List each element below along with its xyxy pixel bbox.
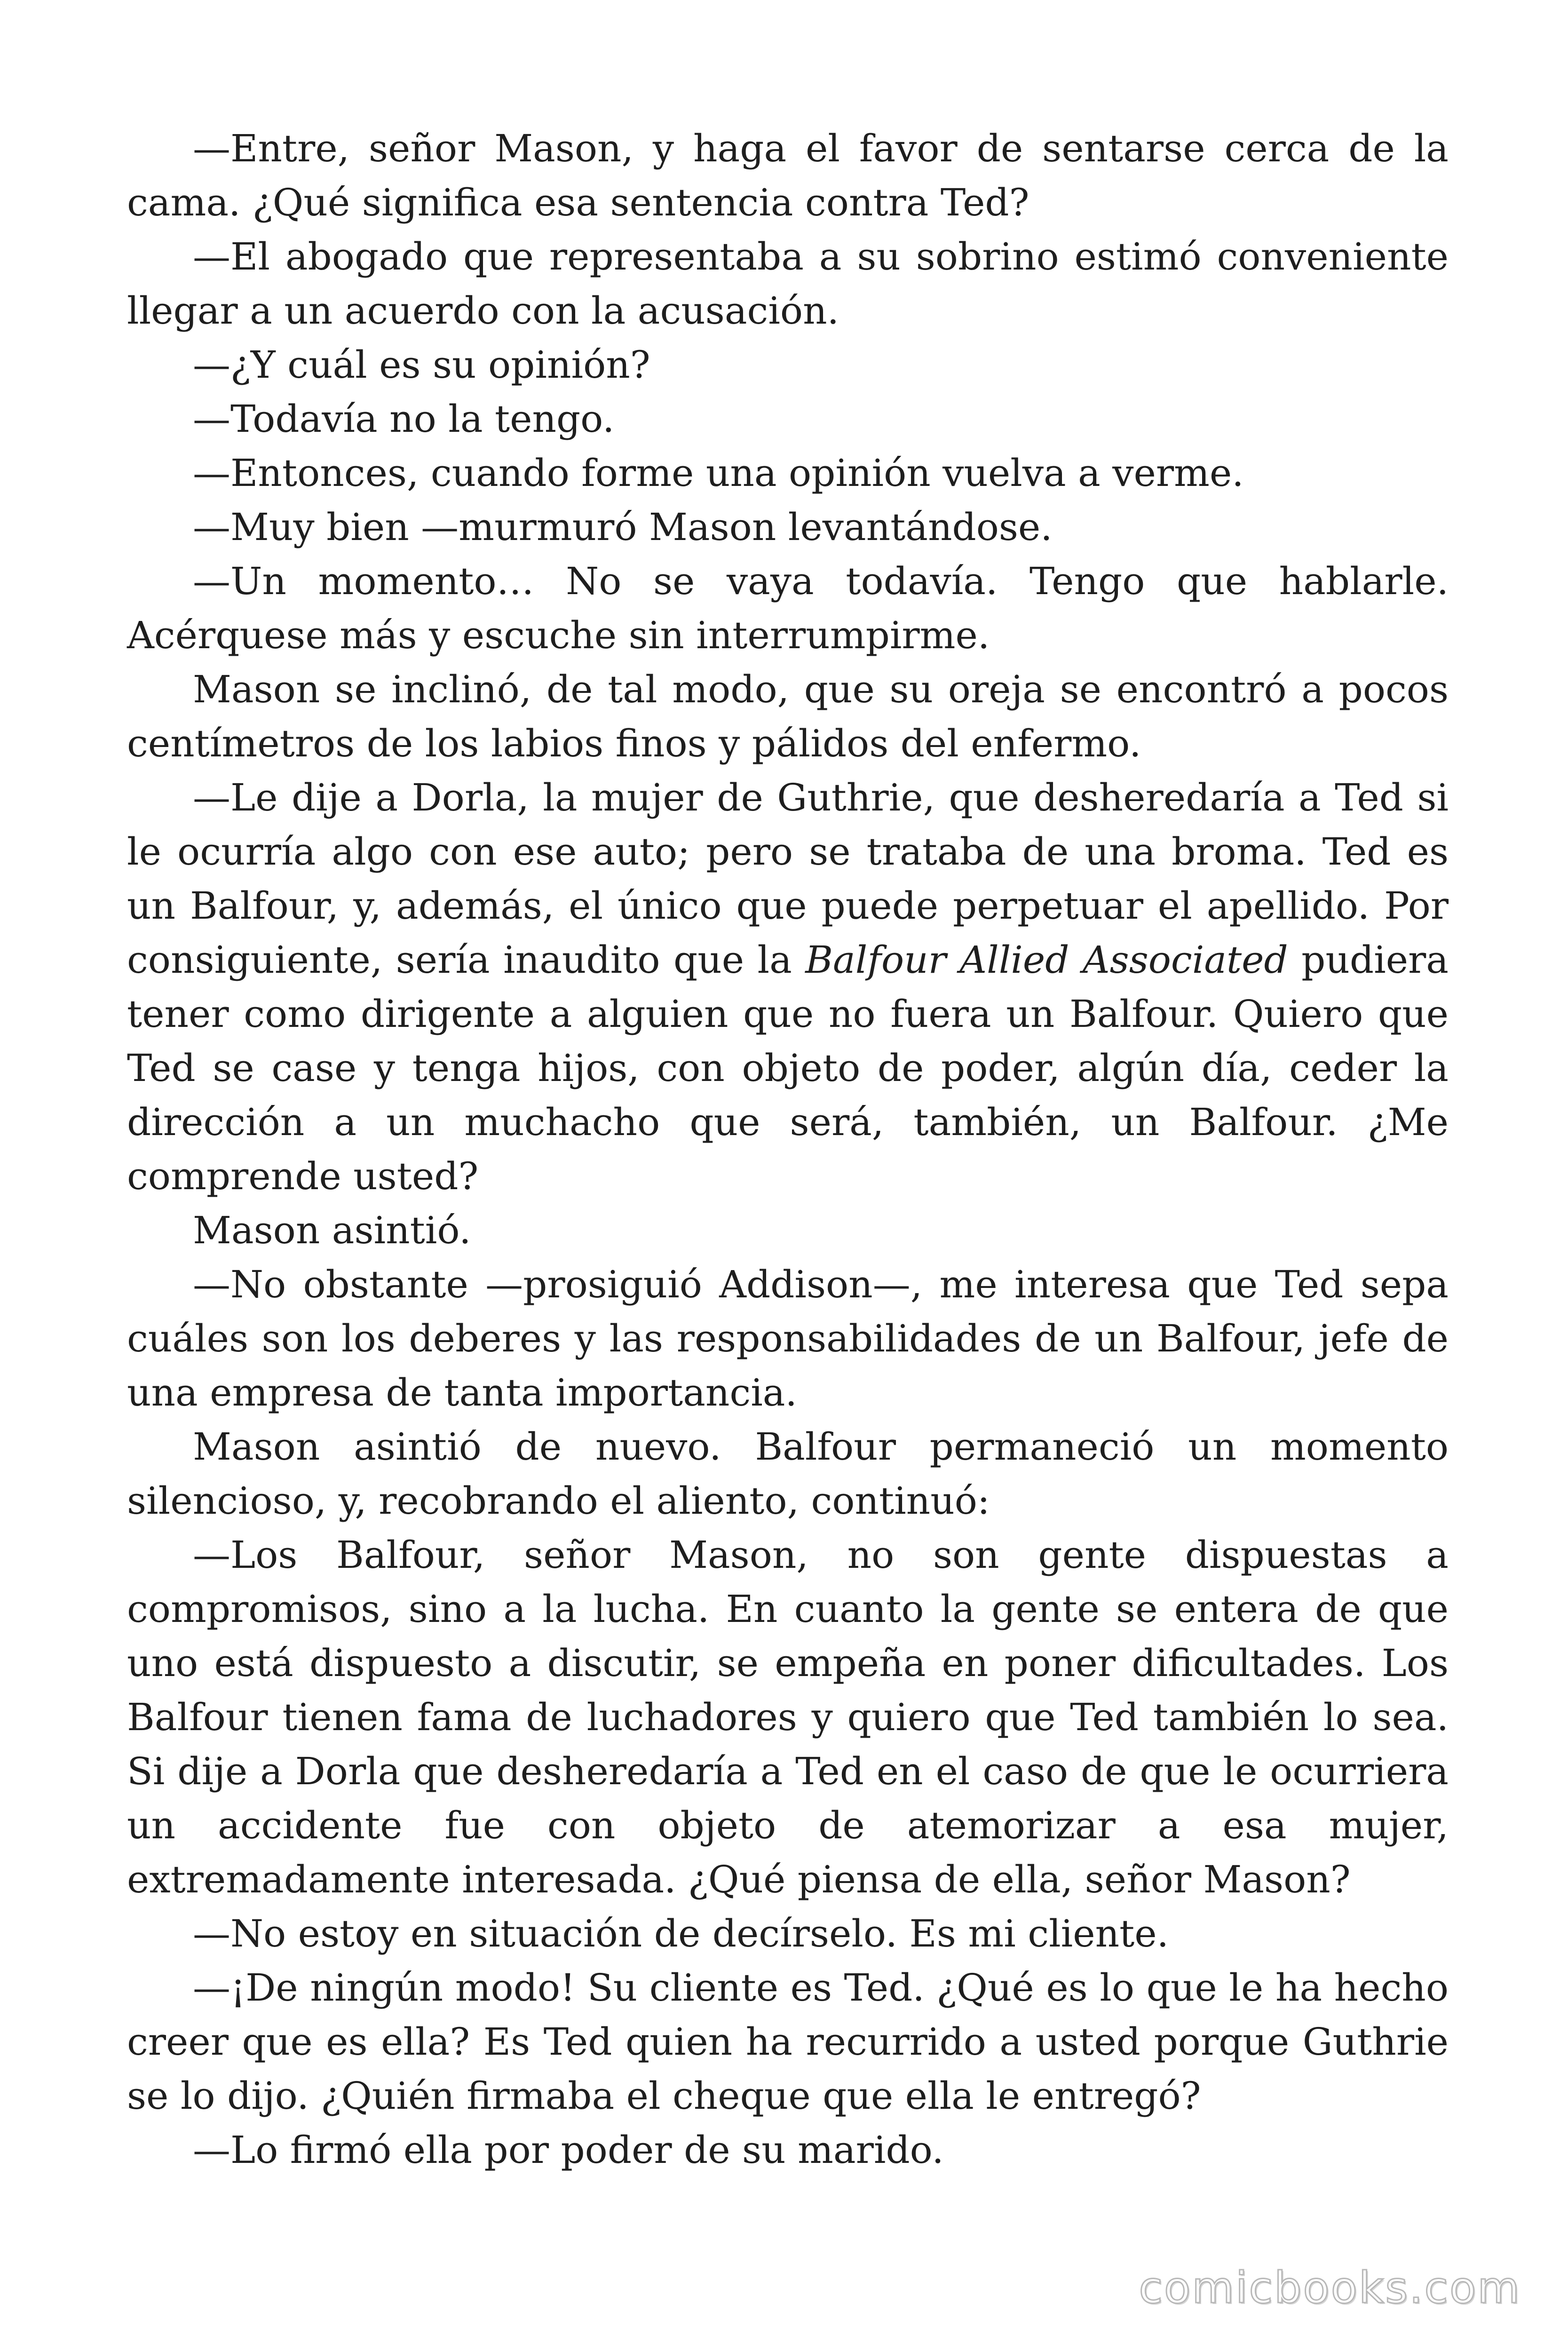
- paragraph: —¿Y cuál es su opinión?: [193, 343, 650, 387]
- paragraph-with-company-name: [127, 771, 1449, 1203]
- paragraph: —Entre, señor Mason, y haga el favor de sentarse cerca de la cama. ¿Qué significa esa sentencia contra Ted?: [127, 127, 1449, 224]
- paragraph-text-after: pudiera tener como dirigente a alguien que no fuera un Balfour. Quiero que Ted se case y tenga hijos, con objeto de poder, algún día, ceder la dirección a un muchacho que será, también, un Balfour. ¿Me comprende usted?: [127, 938, 1449, 1198]
- paragraph: —Muy bien —murmuró Mason levantándose.: [193, 505, 1053, 549]
- paragraph: —El abogado que representaba a su sobrino estimó conveniente llegar a un acuerdo con la acusación.: [127, 235, 1449, 333]
- paragraph: —No obstante —prosiguió Addison—, me interesa que Ted sepa cuáles son los deberes y las responsabilidades de un Balfour, jefe de una empresa de tanta importancia.: [127, 1263, 1449, 1414]
- paragraph: Mason asintió.: [193, 1208, 471, 1252]
- watermark: comicbooks.com: [1139, 2263, 1521, 2313]
- paragraph-text-before: —Le dije a Dorla, la mujer de Guthrie, que desheredaría a Ted si le ocurría algo con ese auto; pero se trataba de una broma. Ted es un Balfour, y, además, el único que puede perpetuar el apellido. Por consiguiente, sería inaudito que la: [127, 776, 1449, 982]
- paragraph: Mason asintió de nuevo. Balfour permaneció un momento silencioso, y, recobrando el aliento, continuó:: [127, 1425, 1449, 1523]
- paragraph: —Entonces, cuando forme una opinión vuelva a verme.: [193, 451, 1244, 495]
- paragraph: —Lo firmó ella por poder de su marido.: [193, 2128, 944, 2172]
- paragraph: —Todavía no la tengo.: [193, 397, 615, 441]
- body-text: [127, 121, 1449, 2177]
- paragraph: Mason se inclinó, de tal modo, que su oreja se encontró a pocos centímetros de los labios finos y pálidos del enfermo.: [127, 667, 1449, 765]
- paragraph: —Un momento… No se vaya todavía. Tengo que hablarle. Acérquese más y escuche sin interrumpirme.: [127, 559, 1449, 657]
- company-name-italic: Balfour Allied Associated: [805, 938, 1288, 982]
- paragraph: —No estoy en situación de decírselo. Es mi cliente.: [193, 1912, 1169, 1955]
- paragraph: —¡De ningún modo! Su cliente es Ted. ¿Qué es lo que le ha hecho creer que es ella? Es Ted quien ha recurrido a usted porque Guthrie se lo dijo. ¿Quién firmaba el cheque que ella le entregó?: [127, 1966, 1449, 2118]
- paragraph: —Los Balfour, señor Mason, no son gente dispuestas a compromisos, sino a la lucha. En cuanto la gente se entera de que uno está dispuesto a discutir, se empeña en poner dificultades. Los Balfour tienen fama de luchadores y quiero que Ted también lo sea. Si dije a Dorla que desheredaría a Ted en el caso de que le ocurriera un accidente fue con objeto de atemorizar a esa mujer, extremadamente interesada. ¿Qué piensa de ella, señor Mason?: [127, 1533, 1449, 1901]
